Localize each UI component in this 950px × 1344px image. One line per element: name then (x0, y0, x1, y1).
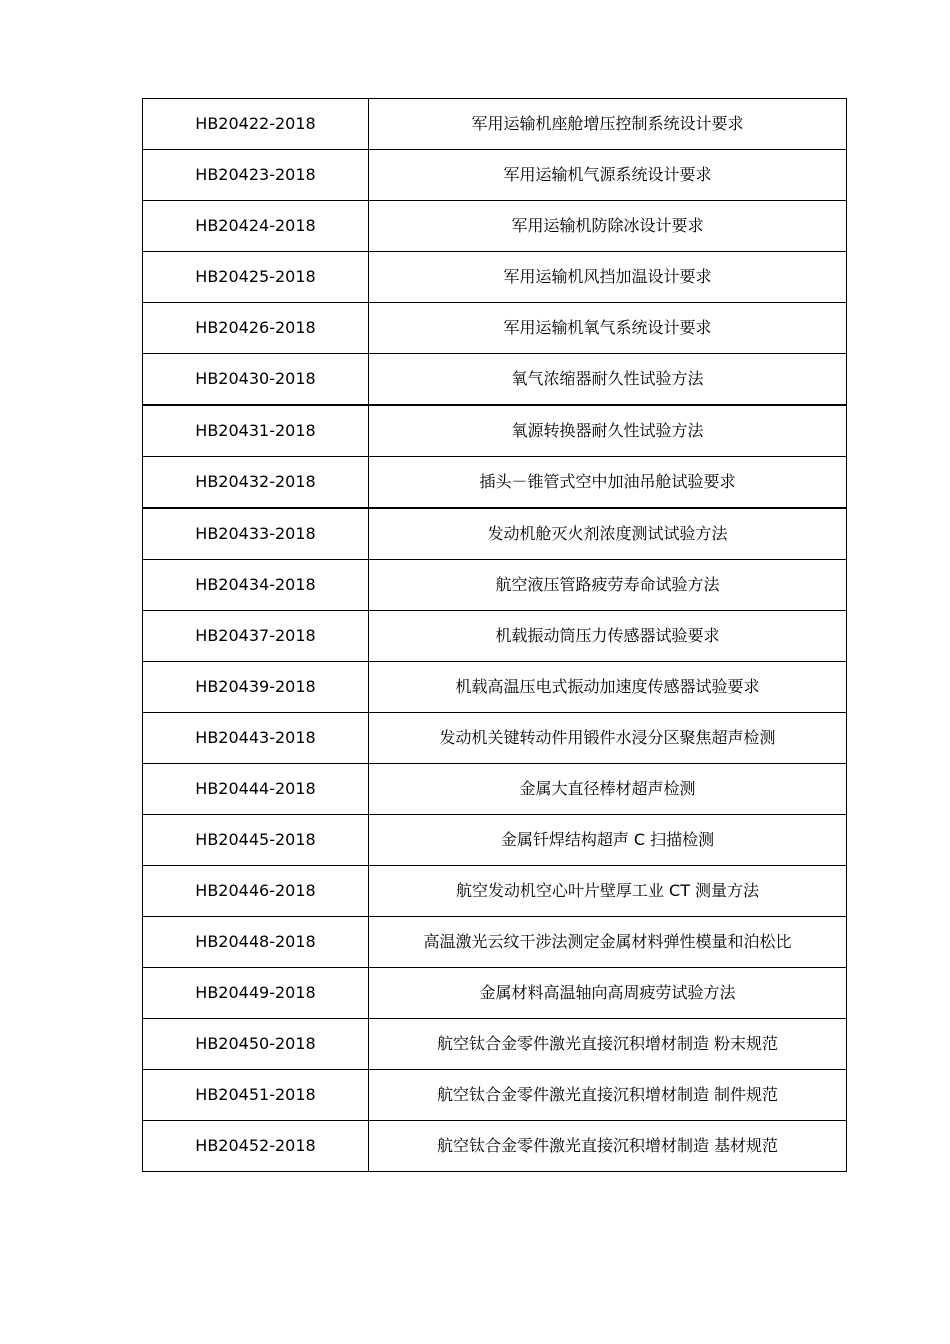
table-row (143, 1070, 847, 1121)
standard-name-cell: 航空钛合金零件激光直接沉积增材制造 粉末规范 (369, 1019, 847, 1070)
standard-code-cell: HB20443-2018 (143, 713, 369, 764)
table-row (143, 611, 847, 662)
standard-name-cell: 发动机关键转动件用锻件水浸分区聚焦超声检测 (369, 713, 847, 764)
standard-name-cell: 军用运输机防除冰设计要求 (369, 201, 847, 252)
standard-name-cell: 氧气浓缩器耐久性试验方法 (369, 354, 847, 406)
table-row (143, 405, 847, 457)
standards-table-body (143, 99, 847, 1172)
table-row (143, 354, 847, 406)
standard-code-cell: HB20444-2018 (143, 764, 369, 815)
table-row (143, 508, 847, 560)
standard-name-cell: 航空液压管路疲劳寿命试验方法 (369, 560, 847, 611)
standard-name-cell: 金属钎焊结构超声 C 扫描检测 (369, 815, 847, 866)
standard-name-cell: 军用运输机风挡加温设计要求 (369, 252, 847, 303)
table-row (143, 917, 847, 968)
standard-name-cell: 插头－锥管式空中加油吊舱试验要求 (369, 457, 847, 509)
table-row (143, 201, 847, 252)
standard-code-cell: HB20432-2018 (143, 457, 369, 509)
standard-name-cell: 航空钛合金零件激光直接沉积增材制造 基材规范 (369, 1121, 847, 1172)
standard-code-cell: HB20446-2018 (143, 866, 369, 917)
standard-code-cell: HB20451-2018 (143, 1070, 369, 1121)
standard-code-cell: HB20452-2018 (143, 1121, 369, 1172)
table-row (143, 560, 847, 611)
standard-name-cell: 机载高温压电式振动加速度传感器试验要求 (369, 662, 847, 713)
standard-name-cell: 军用运输机气源系统设计要求 (369, 150, 847, 201)
table-row (143, 303, 847, 354)
standard-name-cell: 机载振动筒压力传感器试验要求 (369, 611, 847, 662)
standard-code-cell: HB20430-2018 (143, 354, 369, 406)
standard-name-cell: 金属大直径棒材超声检测 (369, 764, 847, 815)
standard-name-cell: 高温激光云纹干涉法测定金属材料弹性模量和泊松比 (369, 917, 847, 968)
table-row (143, 99, 847, 150)
standard-code-cell: HB20423-2018 (143, 150, 369, 201)
table-row (143, 866, 847, 917)
standard-code-cell: HB20425-2018 (143, 252, 369, 303)
standard-code-cell: HB20448-2018 (143, 917, 369, 968)
standard-code-cell: HB20449-2018 (143, 968, 369, 1019)
standard-name-cell: 航空钛合金零件激光直接沉积增材制造 制件规范 (369, 1070, 847, 1121)
standard-code-cell: HB20445-2018 (143, 815, 369, 866)
standard-code-cell: HB20434-2018 (143, 560, 369, 611)
standard-name-cell: 航空发动机空心叶片壁厚工业 CT 测量方法 (369, 866, 847, 917)
standard-code-cell: HB20422-2018 (143, 99, 369, 150)
standard-name-cell: 氧源转换器耐久性试验方法 (369, 405, 847, 457)
table-row (143, 764, 847, 815)
standard-code-cell: HB20437-2018 (143, 611, 369, 662)
standard-code-cell: HB20433-2018 (143, 508, 369, 560)
standard-code-cell: HB20424-2018 (143, 201, 369, 252)
standards-table (142, 98, 847, 1172)
table-row (143, 713, 847, 764)
table-row (143, 968, 847, 1019)
table-row (143, 1121, 847, 1172)
table-row (143, 1019, 847, 1070)
table-row (143, 150, 847, 201)
table-row (143, 662, 847, 713)
standard-code-cell: HB20450-2018 (143, 1019, 369, 1070)
table-row (143, 815, 847, 866)
standard-code-cell: HB20439-2018 (143, 662, 369, 713)
table-row (143, 252, 847, 303)
standard-name-cell: 发动机舱灭火剂浓度测试试验方法 (369, 508, 847, 560)
standard-name-cell: 军用运输机氧气系统设计要求 (369, 303, 847, 354)
table-row (143, 457, 847, 509)
standard-code-cell: HB20431-2018 (143, 405, 369, 457)
standard-name-cell: 军用运输机座舱增压控制系统设计要求 (369, 99, 847, 150)
standard-name-cell: 金属材料高温轴向高周疲劳试验方法 (369, 968, 847, 1019)
standard-code-cell: HB20426-2018 (143, 303, 369, 354)
